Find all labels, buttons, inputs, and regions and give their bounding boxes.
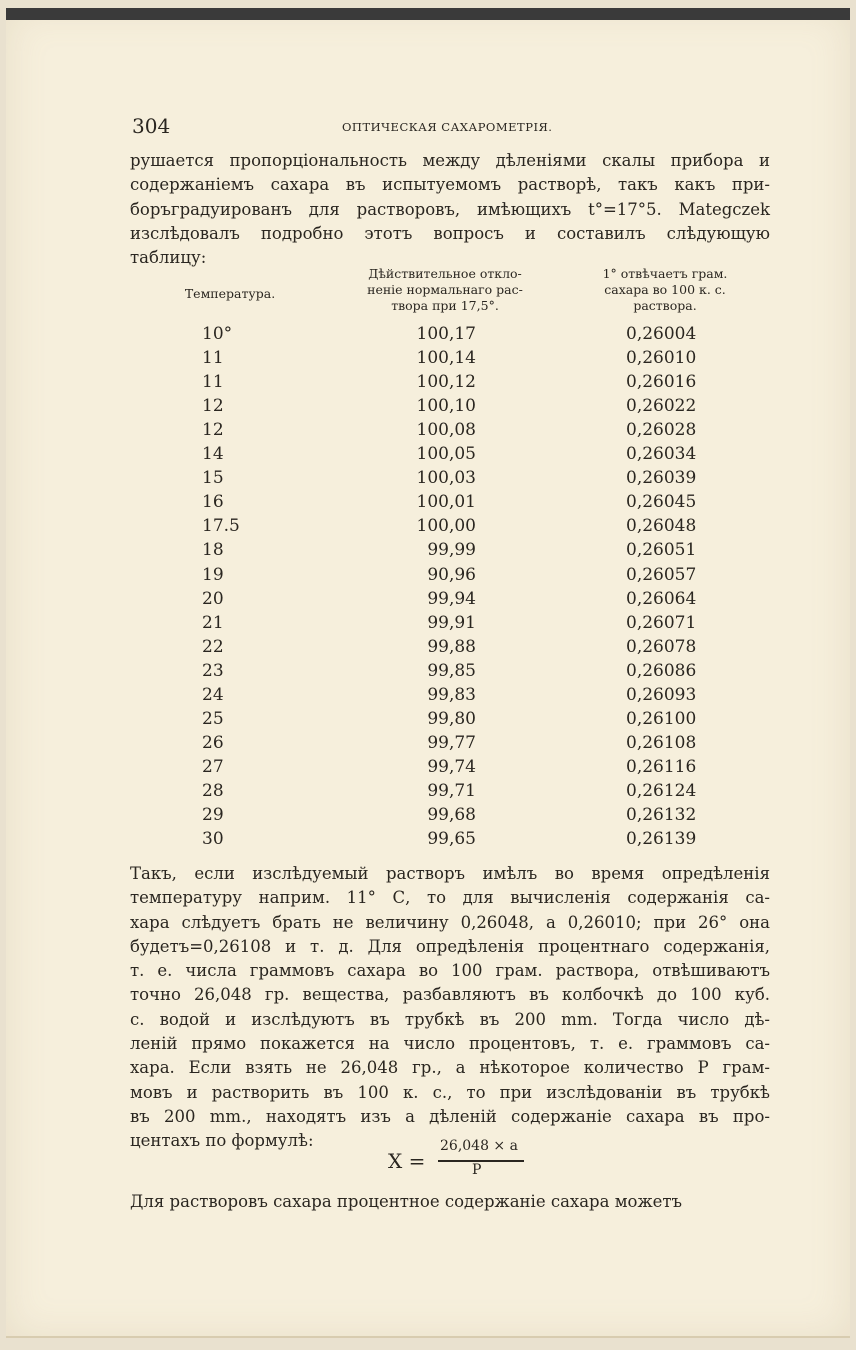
sugar-grams-cell: 0,26139 xyxy=(626,829,697,850)
temperature-cell: 18 xyxy=(202,540,224,561)
text-line: въ 200 mm., находятъ изъ а дѣленій содержаніе сахара въ про- xyxy=(130,1106,770,1126)
temperature-cell: 20 xyxy=(202,588,224,609)
deviation-cell: 99,65 xyxy=(427,829,476,850)
temperature-cell: 12 xyxy=(202,396,224,417)
table-row xyxy=(0,613,856,637)
formula xyxy=(388,1138,548,1186)
deviation-cell: 99,88 xyxy=(427,636,476,657)
table-row xyxy=(0,637,856,661)
text-line: таблицу: xyxy=(130,248,207,268)
sugar-grams-cell: 0,26028 xyxy=(626,420,697,441)
temperature-cell: 16 xyxy=(202,492,224,513)
deviation-cell: 99,83 xyxy=(427,684,476,705)
temperature-cell: 11 xyxy=(202,348,224,369)
deviation-cell: 100,12 xyxy=(416,372,476,393)
sugar-grams-cell: 0,26116 xyxy=(626,756,697,777)
sugar-grams-cell: 0,26010 xyxy=(626,348,697,369)
text-line: боръградуированъ для растворовъ, имѣющихъ t°=17°5. Mategczek xyxy=(130,199,770,219)
sugar-grams-cell: 0,26022 xyxy=(626,396,697,417)
sugar-grams-cell: 0,26071 xyxy=(626,612,697,633)
table-row xyxy=(0,589,856,613)
sugar-grams-cell: 0,26045 xyxy=(626,492,697,513)
temperature-cell: 14 xyxy=(202,444,224,465)
deviation-cell: 100,17 xyxy=(416,324,476,344)
table-row xyxy=(0,420,856,444)
deviation-cell: 100,05 xyxy=(416,444,476,465)
temperature-cell: 11 xyxy=(202,372,224,393)
sugar-grams-cell: 0,26132 xyxy=(626,805,697,825)
table-row xyxy=(0,565,856,589)
table-row xyxy=(0,444,856,468)
sugar-grams-cell: 0,26004 xyxy=(626,324,697,344)
deviation-cell: 100,03 xyxy=(416,468,476,489)
table-header xyxy=(0,266,856,326)
text-line: содержаніемъ сахара въ испытуемомъ растворѣ, такъ какъ при- xyxy=(130,175,770,195)
sugar-grams-cell: 0,26078 xyxy=(626,636,697,657)
deviation-cell: 99,80 xyxy=(427,708,476,729)
deviation-cell: 100,10 xyxy=(416,396,476,417)
text-line: будетъ=0,26108 и т. д. Для опредѣленія процентнаго содержанія, xyxy=(130,936,770,956)
text-line: хара. Если взять не 26,048 гр., а нѣкоторое количество Р грам- xyxy=(130,1058,770,1078)
deviation-cell: 100,00 xyxy=(416,516,476,537)
deviation-cell: 99,99 xyxy=(427,540,476,561)
running-head: ОПТИЧЕСКАЯ САХАРОМЕТРІЯ. xyxy=(342,120,553,134)
table-row xyxy=(0,685,856,709)
table-row xyxy=(0,733,856,757)
header-deviation: Дѣйствительное откло- неніе нормальнаго рас- твора при 17,5°. xyxy=(367,266,523,313)
table-row xyxy=(0,709,856,733)
temperature-cell: 26 xyxy=(202,732,224,753)
text-line: центахъ по формулѣ: xyxy=(130,1131,314,1151)
table-row xyxy=(0,324,856,348)
deviation-cell: 99,71 xyxy=(427,780,476,801)
temperature-cell: 12 xyxy=(202,420,224,441)
text-line: т. е. числа граммовъ сахара во 100 грам. раствора, отвѣшиваютъ xyxy=(130,961,770,981)
page-bottom-edge xyxy=(6,1336,850,1338)
temperature-cell: 17.5 xyxy=(202,516,240,537)
table-row xyxy=(0,757,856,781)
table-row xyxy=(0,805,856,829)
scan-top-edge xyxy=(6,8,850,20)
table-row xyxy=(0,661,856,685)
deviation-cell: 90,96 xyxy=(427,564,476,585)
temperature-cell: 22 xyxy=(202,636,224,657)
temperature-cell: 28 xyxy=(202,780,224,801)
deviation-cell: 99,85 xyxy=(427,660,476,681)
sugar-grams-cell: 0,26034 xyxy=(626,444,697,465)
formula-lhs: X = xyxy=(388,1149,426,1173)
sugar-grams-cell: 0,26108 xyxy=(626,732,697,753)
header-temperature: Температура. xyxy=(184,286,276,301)
deviation-cell: 99,68 xyxy=(427,805,476,825)
sugar-grams-cell: 0,26057 xyxy=(626,564,697,585)
temperature-cell: 23 xyxy=(202,660,224,681)
deviation-cell: 100,14 xyxy=(416,348,476,369)
formula-denominator: P xyxy=(472,1162,482,1178)
sugar-grams-cell: 0,26086 xyxy=(626,660,697,681)
table-row xyxy=(0,516,856,540)
table-row xyxy=(0,348,856,372)
table-row xyxy=(0,781,856,805)
temperature-cell: 29 xyxy=(202,805,224,825)
sugar-grams-cell: 0,26039 xyxy=(626,468,697,489)
temperature-cell: 27 xyxy=(202,756,224,777)
text-line: рушается пропорціональность между дѣленіями скалы прибора и xyxy=(130,151,770,170)
closing-paragraph xyxy=(130,1190,770,1214)
temperature-cell: 21 xyxy=(202,612,224,633)
page-header xyxy=(132,114,772,144)
sugar-grams-cell: 0,26124 xyxy=(626,780,697,801)
header-sugar-grams: 1° отвѣчаетъ грам. сахара во 100 к. с. раствора. xyxy=(602,266,728,313)
table-row xyxy=(0,396,856,420)
table-row xyxy=(0,829,856,853)
intro-paragraph xyxy=(130,149,770,270)
text-line: леній прямо покажется на число процентовъ, т. е. граммовъ са- xyxy=(130,1034,770,1054)
sugar-grams-cell: 0,26051 xyxy=(626,540,697,561)
temperature-cell: 30 xyxy=(202,829,224,850)
deviation-cell: 99,74 xyxy=(427,756,476,777)
temperature-cell: 24 xyxy=(202,684,224,705)
temperature-cell: 15 xyxy=(202,468,224,489)
sugar-grams-cell: 0,26064 xyxy=(626,588,697,609)
sugar-grams-cell: 0,26100 xyxy=(626,708,697,729)
body-paragraph xyxy=(130,862,770,1154)
sugar-grams-cell: 0,26048 xyxy=(626,516,697,537)
text-line: мовъ и растворить въ 100 к. с., то при изслѣдованіи въ трубкѣ xyxy=(130,1082,770,1102)
text-line: точно 26,048 гр. вещества, разбавляютъ въ колбочкѣ до 100 куб. xyxy=(130,985,770,1005)
sugar-grams-cell: 0,26093 xyxy=(626,684,697,705)
page-number: 304 xyxy=(132,114,171,138)
sugar-grams-cell: 0,26016 xyxy=(626,372,697,393)
deviation-cell: 100,08 xyxy=(416,420,476,441)
text-line: с. водой и изслѣдуютъ въ трубкѣ въ 200 mm. Тогда число дѣ- xyxy=(130,1009,770,1029)
deviation-cell: 99,77 xyxy=(427,732,476,753)
table-row xyxy=(0,372,856,396)
text-line: хара слѣдуетъ брать не величину 0,26048, а 0,26010; при 26° она xyxy=(130,912,770,932)
text-line: температуру наприм. 11° С, то для вычисленія содержанія са- xyxy=(130,888,770,908)
table-row xyxy=(0,492,856,516)
deviation-cell: 100,01 xyxy=(416,492,476,513)
table-row xyxy=(0,540,856,564)
temperature-cell: 19 xyxy=(202,564,224,585)
table-row xyxy=(0,468,856,492)
deviation-cell: 99,91 xyxy=(427,612,476,633)
text-line: Для растворовъ сахара процентное содержаніе сахара можетъ xyxy=(130,1192,683,1211)
formula-numerator: 26,048 × a xyxy=(440,1138,518,1154)
text-line: изслѣдовалъ подробно этотъ вопросъ и составилъ слѣдующую xyxy=(130,223,770,243)
temperature-cell: 25 xyxy=(202,708,224,729)
deviation-cell: 99,94 xyxy=(427,588,476,609)
temperature-cell: 10° xyxy=(202,324,233,344)
text-line: Такъ, если изслѣдуемый растворъ имѣлъ во время опредѣленія xyxy=(130,864,770,883)
